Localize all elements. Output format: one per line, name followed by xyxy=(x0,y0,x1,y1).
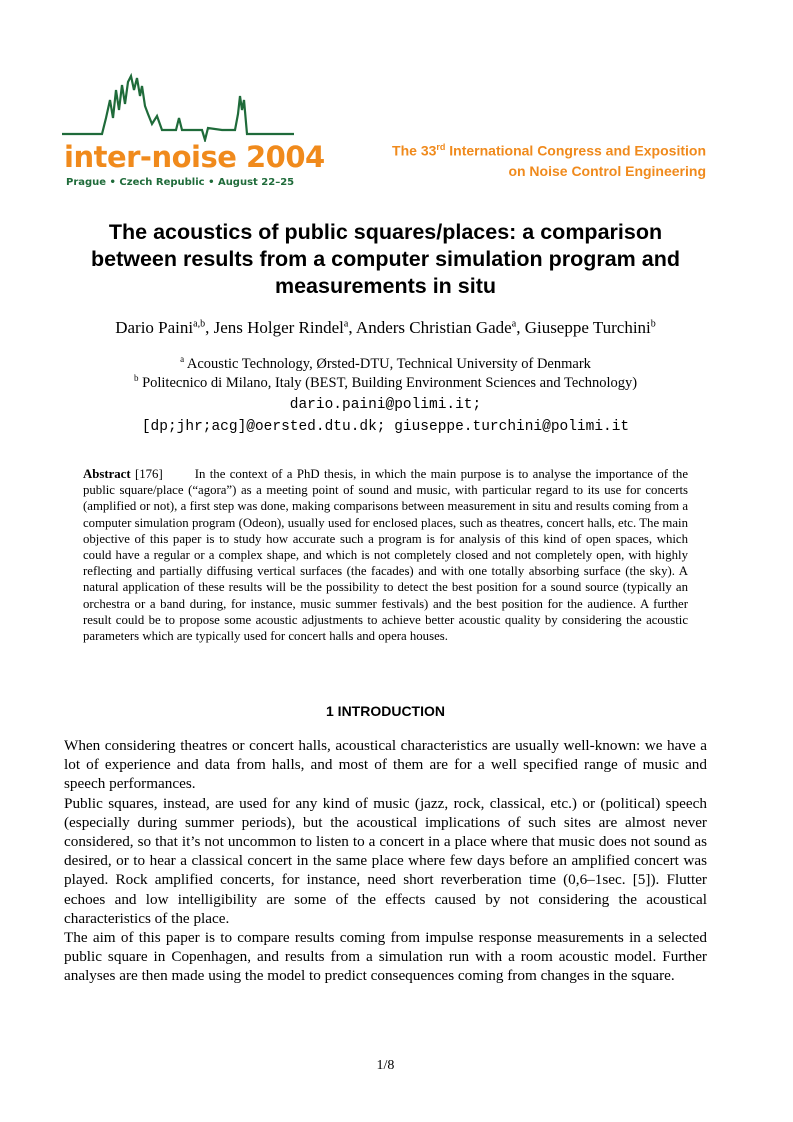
email-line-1[interactable]: dario.paini@polimi.it; xyxy=(289,397,482,413)
paragraph: When considering theatres or concert halls, acoustical characteristics are usually well-known: we have a lot of experience and data from halls, and most of them are for a well specified range of music and speech performances. xyxy=(64,737,707,793)
email-line-2[interactable]: [dp;jhr;acg]@oersted.dtu.dk; giuseppe.turchini@polimi.it xyxy=(141,419,630,435)
logo-tagline: Prague • Czech Republic • August 22–25 xyxy=(66,177,295,188)
paper-title: The acoustics of public squares/places: a comparison between results from a computer simulation program and measurements in situ xyxy=(91,220,680,298)
affiliation-b: $^b$ Politecnico di Milano, Italy (BEST, Building Environment Sciences and Technology) xyxy=(133,373,638,391)
congress-banner xyxy=(392,137,706,181)
congress-line-1: The 33rd International Congress and Exposition xyxy=(392,142,706,159)
abstract-number: [176] xyxy=(135,467,163,481)
logo-wordmark: inter-noise 2004 xyxy=(64,140,325,174)
author-list xyxy=(64,313,707,339)
prague-skyline-logo-graphic xyxy=(62,70,294,142)
abstract-text: In the context of a PhD thesis, in which the main purpose is to analyse the importance of the public square/place (“agora”) as a meeting point of sound and music, with particular regard to its use for concerts (amplified or not), a first step was done, making comparisons between measurement in situ and results coming from a computer simulation program (Odeon), usually used for enclosed places, such as theatres, concert halls, etc. The main objective of this paper is to study how accurate such a program is for analysis of this kind of open spaces, which could have a regular or a complex shape, and which is not completely closed and not completely open, with highly reflecting and partially diffusing vertical surfaces (the facades) and with one totally absorbing surface (the sky). A natural application of these results will be the possibility to detect the best position for a sound source (typically an orchestra or a band during, for instance, music summer festivals) and the best position for the audience. A further result could be to propose some acoustic adjustments to achieve better acoustic quality by considering the acoustic parameters which are typically used for concert halls and opera houses. xyxy=(83,467,688,644)
introduction-body xyxy=(64,736,707,986)
page-number: 1/8 xyxy=(376,1058,395,1073)
paragraph: Public squares, instead, are used for any kind of music (jazz, rock, classical, etc.) or (political) speech (especially during summer periods), but the acoustical implications of such sites are almost never considered, so that it’s not uncommon to listen to a concert in a place where that music does not sound as desired, or to hear a classical concert in the same place where few days before an amplified concert was played. Rock amplified concerts, for instance, need short reverberation time (0,6–1sec. [5]). Flutter echoes and low intelligibility are some of the effects caused by not considering the acoustical characteristics of the place. xyxy=(64,794,707,927)
author: Dario Paini$^{a,b}$, xyxy=(115,317,214,337)
abstract xyxy=(83,466,688,644)
affiliation-a: $^a$ Acoustic Technology, Ørsted-DTU, Technical University of Denmark xyxy=(180,354,591,372)
congress-line-2: on Noise Control Engineering xyxy=(508,162,706,179)
author: Giuseppe Turchini$^b$ xyxy=(524,317,656,337)
section-heading: 1 INTRODUCTION xyxy=(326,703,445,719)
conference-logo xyxy=(62,70,325,190)
author: Jens Holger Rindel$^a$, xyxy=(213,317,356,337)
paragraph: The aim of this paper is to compare results coming from impulse response measurements in a selected public square in Copenhagen, and results from a simulation run with a room acoustic model. Further analyses are then made using the model to predict consequences coming from changes in the square. xyxy=(64,929,707,985)
author: Anders Christian Gade$^a$, xyxy=(355,317,525,337)
abstract-label: Abstract xyxy=(83,467,131,481)
